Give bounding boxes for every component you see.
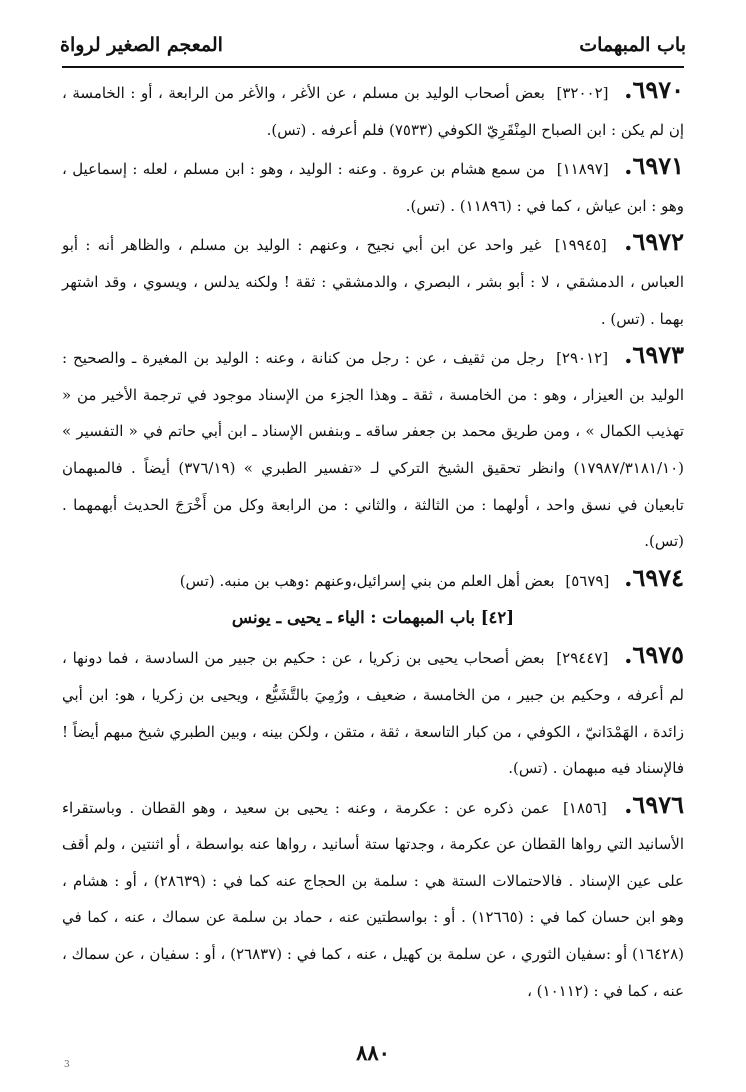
entry-reference: [٢٩٤٤٧] [556,649,609,668]
page-number: ٨٨٠ [356,1040,390,1065]
entry-number: ٦٩٧٣. [624,340,684,370]
entry-text: بعض أصحاب يحيى بن زكريا ، عن : حكيم بن جبير من السادسة ، فما دونها ، لم أعرفه ، وحكيم بن جبير ، من الخامسة ، ضعيف ، ورُمِيَ بالتَّشَيُّع ، ويحيى بن زكريا ، هو: ابن أبي زائدة ، الهَمْدَانيّ ، الكوفي ، من كبار التاسعة ، ثقة ، متقن ، ولكن بينه ، وبين الطبري شيخ مبهم أيضاً ! فالإسناد فيه مبهمان . (تس). [62,649,684,778]
header-rule [62,66,684,68]
entry-6973 [62,337,684,560]
entry-text: عمن ذكره عن : عكرمة ، وعنه : يحيى بن سعيد ، وهو القطان . وباستقراء الأسانيد التي رواها القطان عن عكرمة ، وجدتها ستة أسانيد ، رواها عنه بواسطة ، أو اثنتين ، ولم أقف على عين الإسناد . فالاحتمالات الستة هي : سلمة بن الحجاج عنه كما في : (٢٨٦٣٩) ، أو : هشام ، وهو ابن حسان كما في : (١٢٦٦٥) . أو : بواسطتين عنه ، حماد بن سلمة عن سماك ، عنه ، كما في (١٦٤٢٨) أو :سفيان الثوري ، عن سلمة بن كهيل ، عنه ، كما في : (٢٦٨٣٧) ، أو : سفيان ، عن سماك ، عنه ، كما في : (١٠١١٢) ، [62,798,684,1000]
page-header [60,24,686,64]
entry-reference: [١١٨٩٧] [556,160,609,179]
entry-reference: [٣٢٠٠٢] [556,84,609,102]
entry-reference: [١٨٥٦] [562,798,607,817]
entry-number: ٦٩٧٦. [624,789,684,819]
entry-text: من سمع هشام بن عروة . وعنه : الوليد ، وهو : ابن مسلم ، لعله : إسماعيل ، وهو : ابن عياش ، كما في : (١١٨٩٦) . (تس). [62,160,684,215]
entry-number: ٦٩٧٠. [624,75,684,104]
entry-6974 [62,560,684,600]
chapter-title: باب المبهمات [579,34,686,56]
entry-number: ٦٩٧١. [624,151,684,181]
entry-number: ٦٩٧٢. [624,227,684,257]
section-heading: [٤٢] باب المبهمات : الياء ـ يحيى ـ يونس [231,608,515,628]
entry-6972 [62,224,684,337]
corner-mark: 3 [64,1060,70,1070]
entry-6976 [62,787,684,1010]
entry-text: غير واحد عن ابن أبي نجيح ، وعنهم : الوليد بن مسلم ، والظاهر أنه : أبو العباس ، الدمشقي ، لا : أبو بشر ، البصري ، والدمشقي : ثقة ! ولكنه يدلس ، ويسوي ، وقد اشتهر بهما . (تس) . [62,236,684,328]
book-title: المعجم الصغير لرواة [60,34,223,56]
entry-number: ٦٩٧٤. [624,562,684,592]
entry-number: ٦٩٧٥. [624,640,684,670]
entry-reference: [١٩٩٤٥] [554,236,607,255]
entry-6975 [62,637,684,786]
page-body [62,72,684,1009]
entry-6971 [62,148,684,224]
entry-reference: [٢٩٠١٢] [556,349,609,368]
entry-6970 [62,72,684,148]
entry-reference: [٥٦٧٩] [565,571,610,590]
entry-text: بعض أهل العلم من بني إسرائيل،وعنهم :وهب بن منبه. (تس) [179,571,555,590]
entry-text: رجل من ثقيف ، عن : رجل من كنانة ، وعنه : الوليد بن المغيرة ـ والصحيح : الوليد بن العيزار ، وهو : من الخامسة ، ثقة ـ وهذا الجزء من الإسناد موجود في ترجمة الأخير من « تهذيب الكمال » ، ومن طريق محمد بن جعفر ساقه ـ وبنفس الإسناد ـ ابن أبي حاتم في « التفسير » (١٧٩٨٧/٣١٨١/١٠) وانظر تحقيق الشيخ التركي لـ «تفسير الطبري » (٣٧٦/١٩) أيضاً . فالمبهمان تابعيان في نسق واحد ، أولهما : من الثالثة ، والثاني : من الرابعة وكل من أَخْرَجَ الحديث أبهمهما . (تس). [62,349,684,551]
entry-text: بعض أصحاب الوليد بن مسلم ، عن الأغر ، والأغر من الرابعة ، أو : الخامسة ، إن لم يكن : ابن الصباح المِنْقَرِيّ الكوفي (٧٥٣٣) فلم أعرفه . (تس). [62,84,684,139]
